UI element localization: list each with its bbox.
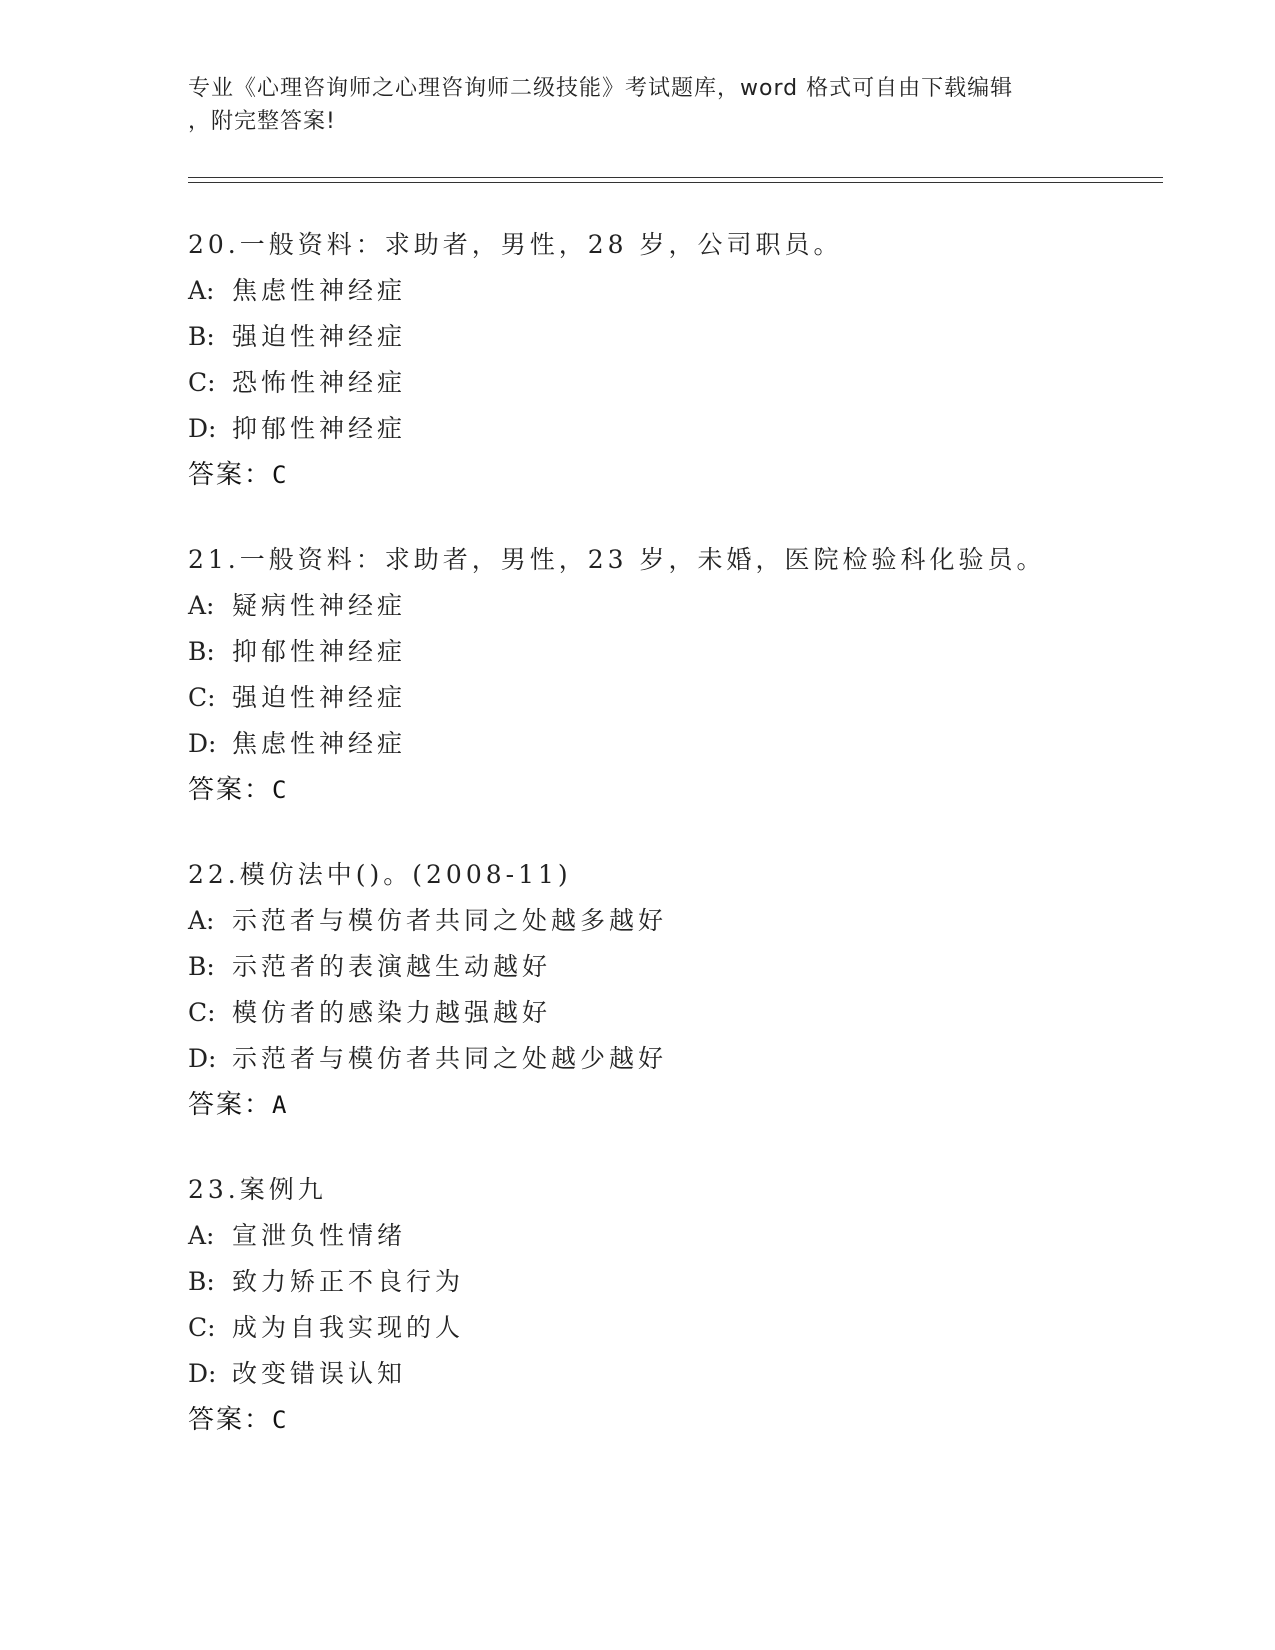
option-letter: A: — [188, 276, 215, 305]
option-text: 模仿者的感染力越强越好 — [232, 998, 552, 1027]
answer-value: A — [272, 1091, 287, 1119]
option-letter: D: — [188, 1044, 217, 1073]
answer-label: 答案： — [188, 460, 273, 490]
header-line-1: 专业《心理咨询师之心理咨询师二级技能》考试题库，word 格式可自由下载编辑 — [188, 76, 1014, 101]
option-letter: C: — [188, 998, 216, 1027]
option-letter: D: — [188, 414, 217, 443]
question-number: 23. — [188, 1175, 240, 1204]
answer-line — [188, 767, 1148, 813]
answer-line — [188, 1397, 1148, 1443]
option-c — [188, 1305, 1148, 1351]
question-stem — [188, 222, 1148, 268]
option-text: 示范者的表演越生动越好 — [232, 952, 552, 981]
option-b — [188, 944, 1148, 990]
question-block-22 — [188, 852, 1148, 1128]
answer-value: C — [272, 1406, 287, 1434]
option-letter: C: — [188, 1313, 216, 1342]
option-c — [188, 360, 1148, 406]
option-text: 宣泄负性情绪 — [232, 1221, 407, 1250]
question-text: 一般资料：求助者，男性，28 岁，公司职员。 — [239, 230, 843, 259]
header-divider-bottom — [188, 182, 1163, 183]
option-d — [188, 1036, 1148, 1082]
question-stem — [188, 1167, 1148, 1213]
option-d — [188, 406, 1148, 452]
option-letter: B: — [188, 637, 215, 666]
option-letter: B: — [188, 322, 215, 351]
option-text: 成为自我实现的人 — [232, 1313, 465, 1342]
option-letter: A: — [188, 906, 215, 935]
option-text: 恐怖性神经症 — [232, 368, 407, 397]
question-block-20 — [188, 222, 1148, 498]
question-text: 模仿法中()。(2008-11) — [239, 860, 572, 889]
question-text: 案例九 — [239, 1175, 327, 1204]
question-block-23 — [188, 1167, 1148, 1443]
question-stem — [188, 852, 1148, 898]
answer-label: 答案： — [188, 1090, 273, 1120]
option-letter: B: — [188, 1267, 215, 1296]
option-a — [188, 583, 1148, 629]
option-text: 示范者与模仿者共同之处越少越好 — [232, 1044, 668, 1073]
option-letter: A: — [188, 1221, 215, 1250]
answer-value: C — [272, 776, 287, 804]
option-a — [188, 268, 1148, 314]
document-header — [188, 72, 1088, 138]
option-d — [188, 721, 1148, 767]
answer-label: 答案： — [188, 1405, 273, 1435]
option-letter: D: — [188, 729, 217, 758]
option-c — [188, 675, 1148, 721]
question-number: 21. — [188, 545, 240, 574]
header-divider-top — [188, 177, 1163, 178]
option-text: 抑郁性神经症 — [232, 637, 407, 666]
option-letter: B: — [188, 952, 215, 981]
option-letter: D: — [188, 1359, 217, 1388]
question-text: 一般资料：求助者，男性，23 岁，未婚，医院检验科化验员。 — [239, 545, 1046, 574]
option-c — [188, 990, 1148, 1036]
option-text: 示范者与模仿者共同之处越多越好 — [232, 906, 668, 935]
option-text: 抑郁性神经症 — [232, 414, 407, 443]
answer-label: 答案： — [188, 775, 273, 805]
answer-value: C — [272, 461, 287, 489]
option-d — [188, 1351, 1148, 1397]
option-letter: C: — [188, 683, 216, 712]
option-text: 焦虑性神经症 — [232, 729, 407, 758]
question-block-21 — [188, 537, 1148, 813]
answer-line — [188, 452, 1148, 498]
option-letter: A: — [188, 591, 215, 620]
option-text: 强迫性神经症 — [232, 683, 407, 712]
question-number: 22. — [188, 860, 240, 889]
option-text: 焦虑性神经症 — [232, 276, 407, 305]
option-b — [188, 1259, 1148, 1305]
option-a — [188, 1213, 1148, 1259]
option-b — [188, 629, 1148, 675]
option-letter: C: — [188, 368, 216, 397]
option-text: 疑病性神经症 — [232, 591, 407, 620]
question-stem — [188, 537, 1148, 583]
option-text: 致力矫正不良行为 — [232, 1267, 465, 1296]
option-b — [188, 314, 1148, 360]
option-text: 改变错误认知 — [232, 1359, 407, 1388]
question-number: 20. — [188, 230, 240, 259]
answer-line — [188, 1082, 1148, 1128]
option-text: 强迫性神经症 — [232, 322, 407, 351]
option-a — [188, 898, 1148, 944]
header-line-2: ，附完整答案! — [188, 109, 336, 134]
